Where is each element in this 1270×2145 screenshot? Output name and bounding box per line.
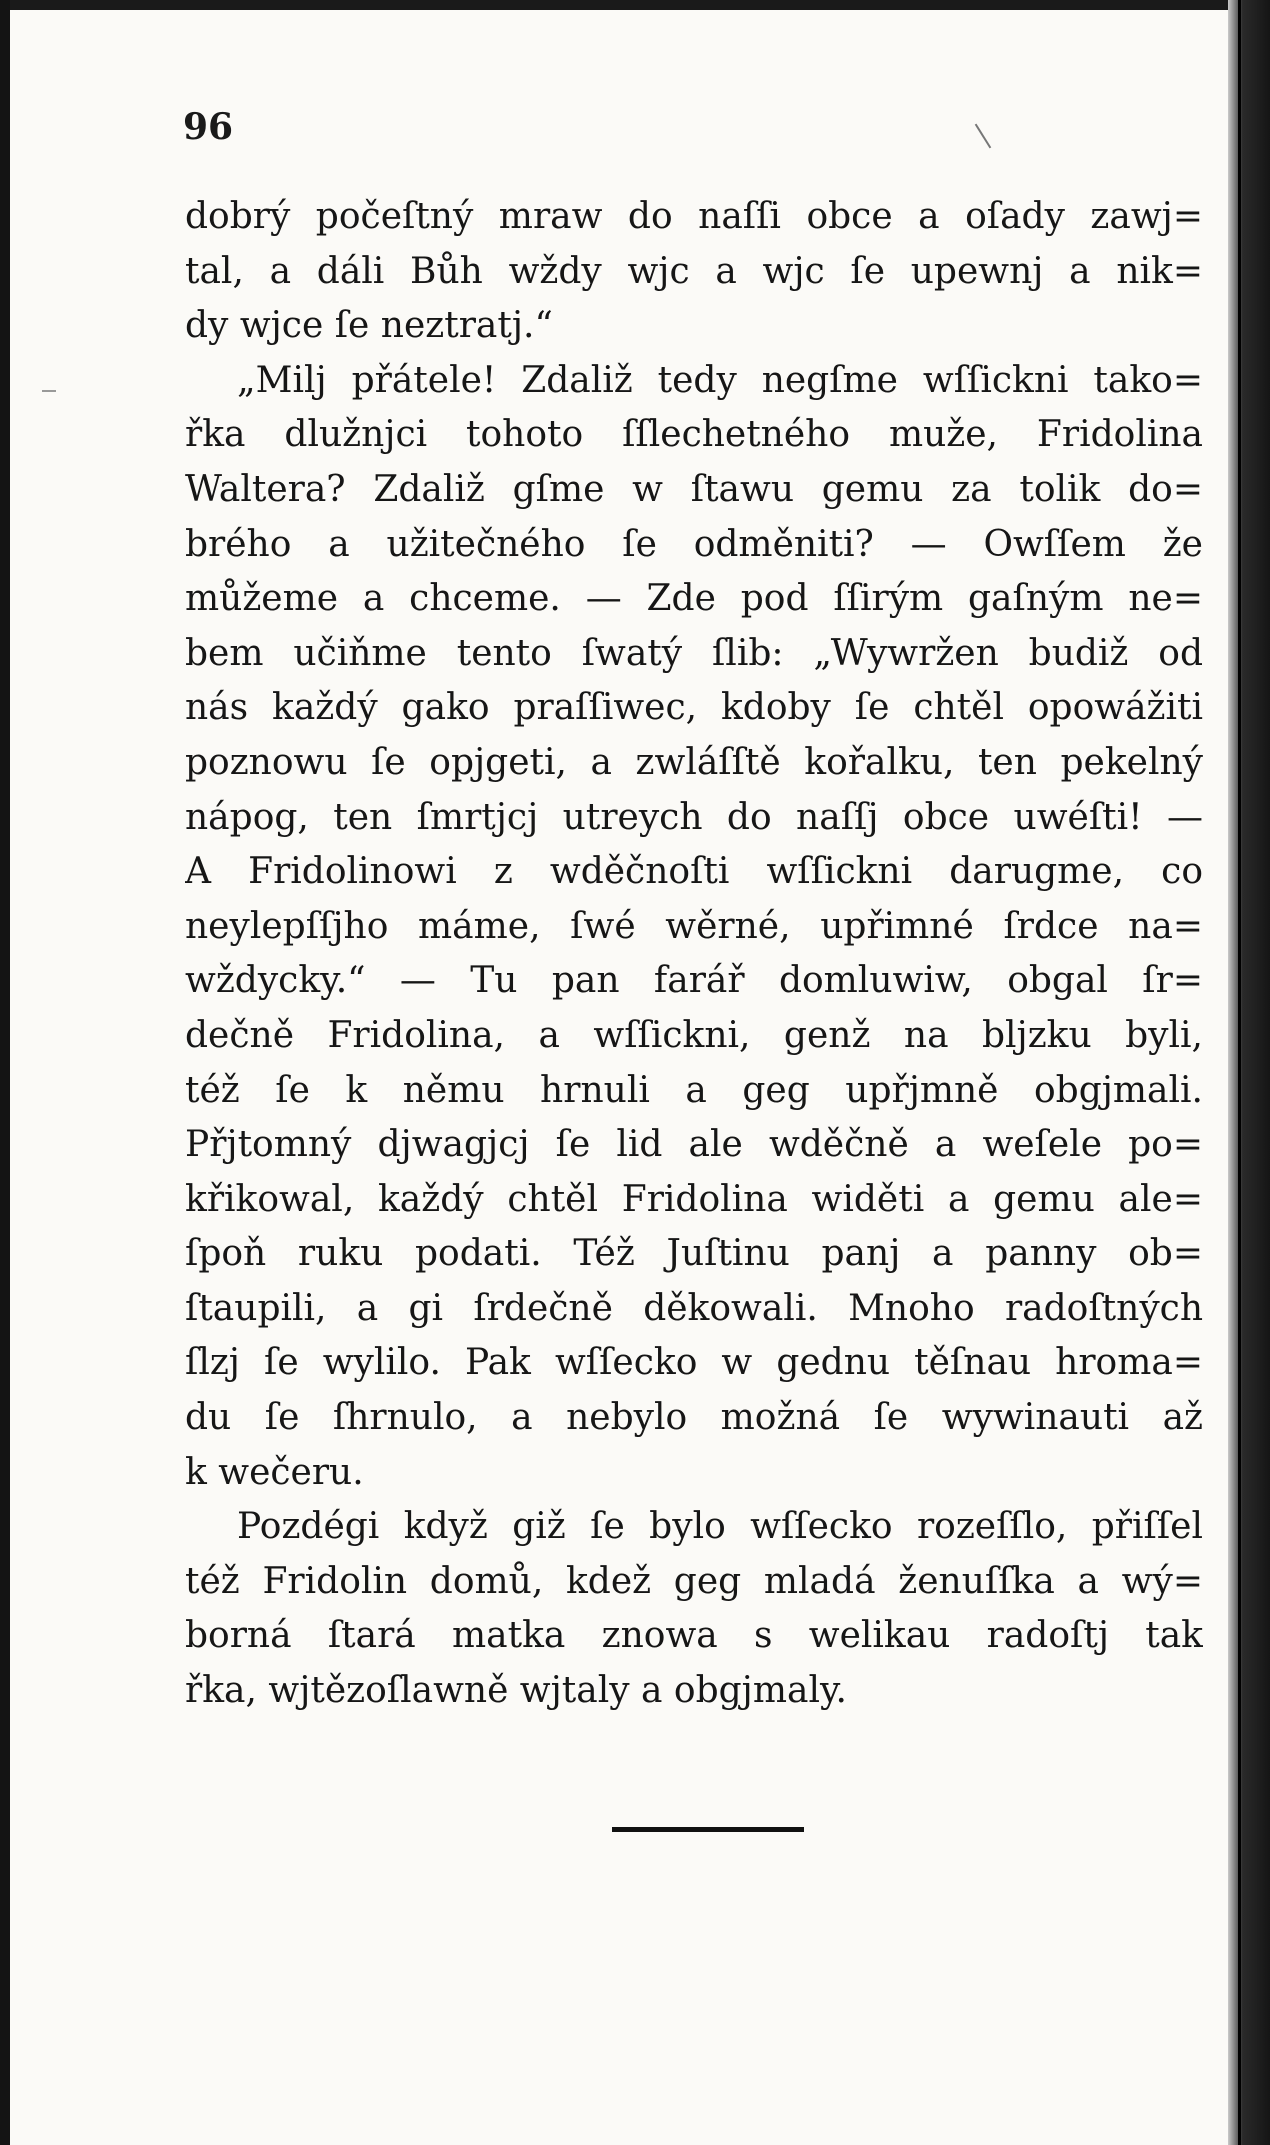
text-line: poznowu ſe opjgeti, a zwláſſtě kořalku, ten pekelný	[185, 741, 1203, 783]
text-line: ſlzj ſe wylilo. Pak wſſecko w gednu těſnau hroma=	[185, 1342, 1203, 1384]
text-line: „Milj přátele! Zdaliž tedy negſme wſſickni tako=	[237, 359, 1203, 401]
body-text	[185, 190, 1203, 1719]
text-line: neylepſſjho máme, ſwé wěrné, upřimné ſrdce na=	[185, 905, 1203, 947]
text-line: du ſe ſhrnulo, a nebylo možná ſe wywinauti až	[185, 1397, 1203, 1439]
margin-mark	[42, 390, 56, 392]
text-line: ſpoň ruku podati. Též Juſtinu panj a panny ob=	[185, 1233, 1203, 1275]
text-line: wždycky.“ — Tu pan farář domluwiw, obgal ſr=	[185, 960, 1203, 1002]
page-number: 96	[183, 106, 234, 148]
text-line: bem učiňme tento ſwatý ſlib: „Wywržen budiž od	[185, 632, 1203, 674]
stray-ink-mark	[975, 124, 992, 149]
text-line: řka, wjtězoſlawně wjtaly a obgjmaly.	[185, 1670, 847, 1712]
text-line: dy wjce ſe neztratj.“	[185, 305, 553, 347]
text-line: Přjtomný djwagjcj ſe lid ale wděčně a weſele po=	[185, 1124, 1203, 1166]
text-line: nápog, ten ſmrtjcj utreych do naſſj obce uwéſti! —	[185, 796, 1203, 838]
text-line: A Fridolinowi z wděčnoſti wſſickni darugme, co	[185, 851, 1203, 893]
text-line: křikowal, každý chtěl Fridolina widěti a gemu ale=	[185, 1178, 1203, 1220]
text-line: dobrý počeſtný mraw do naſſi obce a oſady zawj=	[185, 196, 1203, 237]
text-line: nás každý gako praſſiwec, kdoby ſe chtěl opowážiti	[185, 687, 1203, 729]
scan-top-edge	[0, 0, 1270, 10]
closing-rule	[612, 1827, 804, 1832]
text-line: ſtaupili, a gi ſrdečně děkowali. Mnoho radoſtných	[185, 1287, 1203, 1329]
text-line: dečně Fridolina, a wſſickni, genž na blјzku byli,	[185, 1014, 1203, 1056]
book-gutter-line	[1238, 0, 1241, 2145]
text-line: brého a užitečného ſe odměniti? — Owſſem že	[185, 523, 1203, 565]
text-line: borná ſtará matka znowa s welikau radoſtj tak	[185, 1615, 1203, 1657]
book-spine-shadow	[1228, 0, 1270, 2145]
text-line: řka dlužnjci tohoto ſſlechetného muže, Fridolina	[185, 414, 1203, 456]
text-line: můžeme a chceme. — Zde pod ſſirým gaſným ne=	[185, 578, 1203, 620]
text-line: též ſe k němu hrnuli a geg upřjmně obgjmali.	[185, 1069, 1203, 1111]
text-line: Pozdégi když giž ſe bylo wſſecko rozeſſlo, přiſſel	[237, 1506, 1203, 1548]
text-line: tal, a dáli Bůh wždy wjc a wjc ſe upewnj a nik=	[185, 250, 1203, 292]
text-line: k wečeru.	[185, 1451, 364, 1493]
text-line: Waltera? Zdaliž gſme w ſtawu gemu za tolik do=	[185, 468, 1203, 510]
scan-left-edge	[0, 0, 10, 2145]
text-line: též Fridolin domů, kdež geg mladá ženuſſka a wý=	[185, 1560, 1203, 1602]
